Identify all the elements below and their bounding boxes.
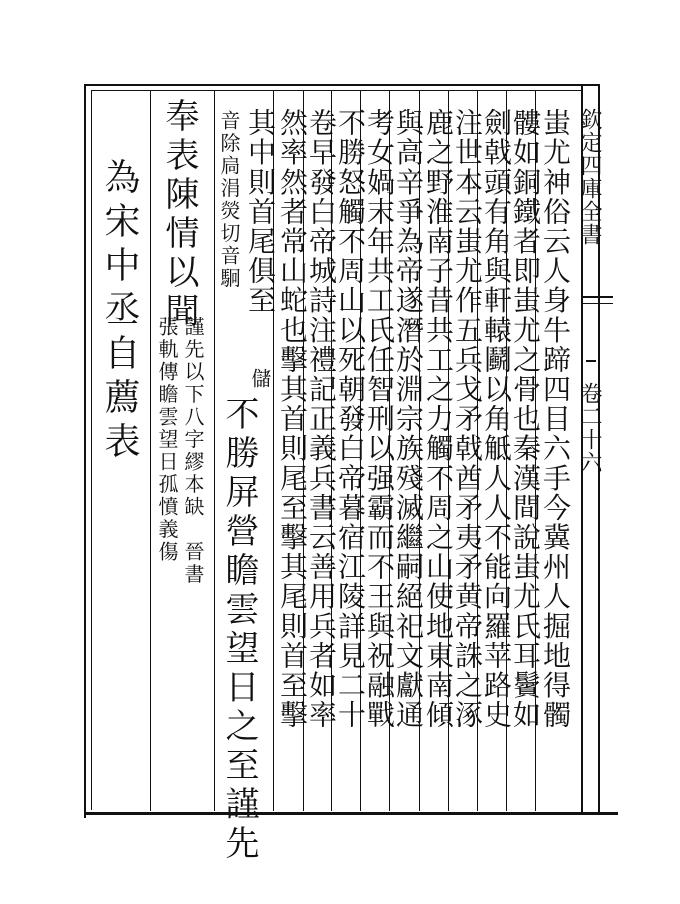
text-column-6: 與高辛爭為帝遂潛於淵宗族殘滅繼嗣絕祀文獻通 <box>392 108 425 730</box>
inner-border-left <box>91 90 92 810</box>
pronunciation-note: 音除扃涓熒切音駉 <box>217 110 241 290</box>
series-label: 欽定四庫全書 <box>577 108 602 246</box>
collation-note-1: 謹先以下八字繆本缺 晉書 <box>181 316 205 586</box>
spine-divider-lower <box>583 303 613 304</box>
collation-note-2: 張軌傳瞻雲望日孤憤義傷 <box>155 316 179 564</box>
text-column-9: 卷早發白帝城詩注禮記正義兵書云善用兵者如率 <box>305 108 338 730</box>
outer-border-bottom <box>84 812 618 815</box>
column-divider <box>214 91 215 811</box>
text-column-5: 鹿之野淮南子昔共工之力觸不周之山使地東南傾 <box>422 108 455 730</box>
text-column-7: 考女媧末年共工氏任智刑以强霸而不王與祝融戰 <box>363 108 396 730</box>
column-divider <box>150 91 151 811</box>
text-column-3: 劍戟頭有角與軒轅鬬以角觝人人不能向羅苹路史 <box>480 108 513 730</box>
main-text-column: 不勝屏營瞻雲望日之至謹先 <box>219 396 259 864</box>
text-column-8: 不勝怒觸不周山以死朝發白帝暮宿江陵詳見二十 <box>334 108 367 730</box>
text-column-11: 其中則首尾俱至 <box>244 108 277 316</box>
inner-border-top <box>91 90 581 91</box>
text-column-2: 髏如銅鐵者即蚩尤之骨也秦漢間說蚩尤氏耳鬢如 <box>509 108 542 730</box>
juan-label: 卷二十六 <box>577 382 602 474</box>
text-column-4: 注世本云蚩尤作五兵戈矛戟酋矛夷矛黄帝誅之涿 <box>451 108 484 730</box>
text-column-1: 蚩尤神俗云人身牛蹄四目六手今冀州人掘地得髑 <box>539 108 572 730</box>
memorial-text: 奉表陳情以聞 <box>159 98 199 332</box>
section-title: 為宋中丞自薦表 <box>99 158 140 466</box>
outer-border-left <box>84 84 86 818</box>
outer-border-top <box>84 84 600 86</box>
spine-divider <box>583 296 613 298</box>
text-column-10: 然率然者常山蛇也擊其首則尾至擊其尾則首至擊 <box>276 108 309 730</box>
fishtail-mark <box>586 360 596 362</box>
chu-label: 儲 <box>248 368 272 391</box>
